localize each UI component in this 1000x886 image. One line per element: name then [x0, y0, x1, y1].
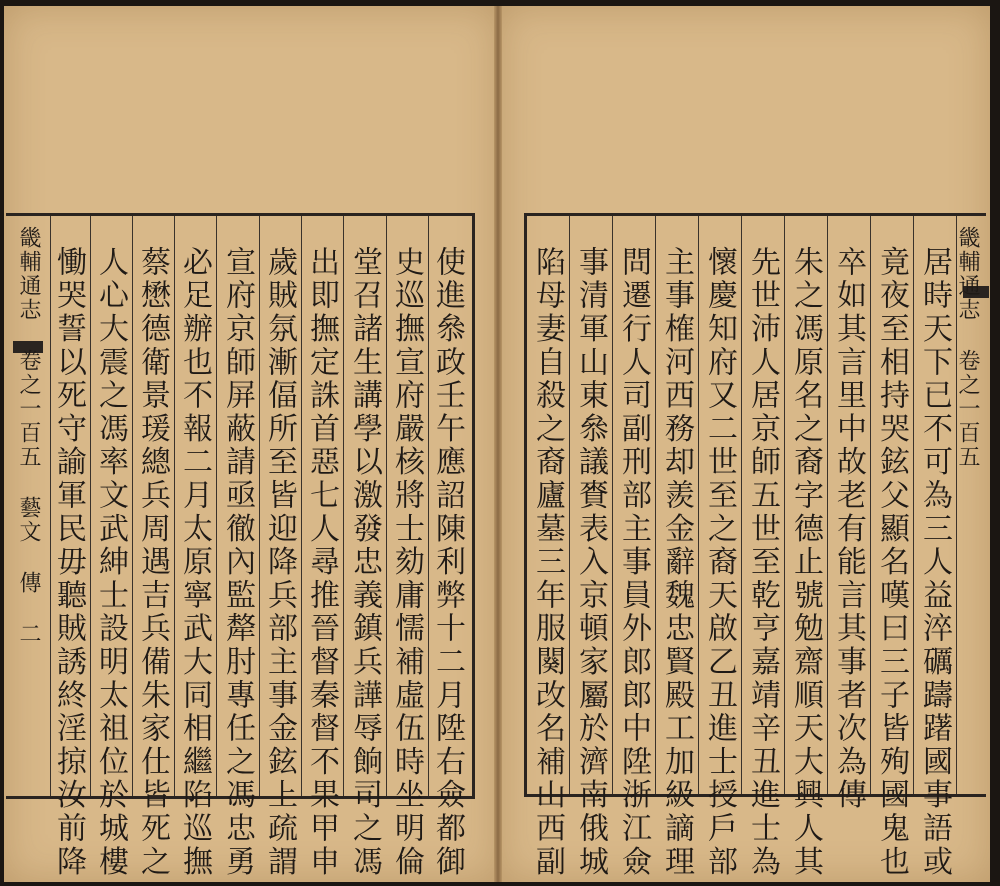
column-text: 竟夜至相持哭鉉父顯名嘆曰三子皆殉國鬼也: [874, 246, 909, 879]
column-text: 問遷行人司副刑部主事員外郎郎中陞浙江僉: [616, 246, 651, 879]
column-text: 居時天下已不可為三人益淬礪躊躇國事語或: [917, 246, 952, 879]
column-text: 出即撫定誅首惡七人尋推晉督秦督不果甲申: [304, 246, 339, 879]
column-text: 事清軍山東叅議賚表入京頓家屬於濟南俄城: [573, 246, 608, 879]
column-text: 慟哭誓以死守諭軍民毋聽賊誘終淫掠汝前降: [51, 246, 86, 879]
column-text: 使進叅政壬午應詔陳利弊十二月陞右僉都御: [430, 246, 465, 879]
column-text: 主事榷河西務却羨金辭魏忠賢殿工加級謫理: [659, 246, 694, 879]
column-text: 先世沛人居京師五世至乾亨嘉靖辛丑進士為: [745, 246, 780, 879]
column-text: 堂召諸生講學以激發忠義鎮兵譁辱餉司之馮: [347, 246, 382, 879]
text-column: [870, 216, 913, 879]
text-column: [741, 216, 784, 879]
left-margin-column: [6, 216, 50, 796]
text-column: [784, 216, 827, 879]
column-text: 史巡撫宣府嚴核將士劾庸懦補虛伍時坐明倫: [389, 246, 424, 879]
book-spine: [494, 6, 502, 882]
column-text: 必足辦也不報二月太原寧武大同相繼陷巡撫: [177, 246, 212, 879]
column-text: 歲賊氛漸偪所至皆迎降兵部主事金鉉上疏謂: [262, 246, 297, 879]
text-column: [343, 216, 386, 879]
text-column: [301, 216, 343, 879]
column-text: 朱之馮原名之裔字德止號勉齋順天大興人其: [788, 246, 823, 879]
text-column: [90, 216, 132, 879]
text-column: [655, 216, 698, 879]
column-text: 蔡懋德衛景瑗總兵周遇吉兵備朱家仕皆死之: [135, 246, 170, 879]
right-text-frame: [524, 213, 986, 879]
column-text: 宣府京師屏蔽請亟徹內監犛肘專任之馮忠勇: [220, 246, 255, 879]
text-column: [827, 216, 870, 813]
text-column: [216, 216, 259, 879]
column-text: 懷慶知府又二世至之裔天啟乙丑進士授戶部: [702, 246, 737, 879]
right-margin-column: [956, 216, 989, 794]
column-text: 陷母妻自殺之裔廬墓三年服闋改名補山西副: [530, 246, 565, 879]
column-text: 人心大震之馮率文武紳士設明太祖位於城樓: [93, 246, 128, 879]
text-column: [386, 216, 428, 879]
column-text: 卒如其言里中故老有能言其事者次為傳: [831, 246, 866, 813]
text-column: [569, 216, 612, 879]
text-column: [174, 216, 216, 879]
left-margin-text: 畿輔通志 卷之一百五 藝文 傳 二: [16, 226, 41, 646]
right-margin-text: 畿輔通志 卷之一百五: [955, 226, 980, 469]
text-column: [132, 216, 174, 879]
text-column: [259, 216, 301, 879]
text-column: [50, 216, 90, 879]
text-column: [698, 216, 741, 879]
text-column: [612, 216, 655, 879]
left-text-frame: [6, 213, 475, 879]
text-column: [428, 216, 469, 879]
text-column: [527, 216, 569, 879]
